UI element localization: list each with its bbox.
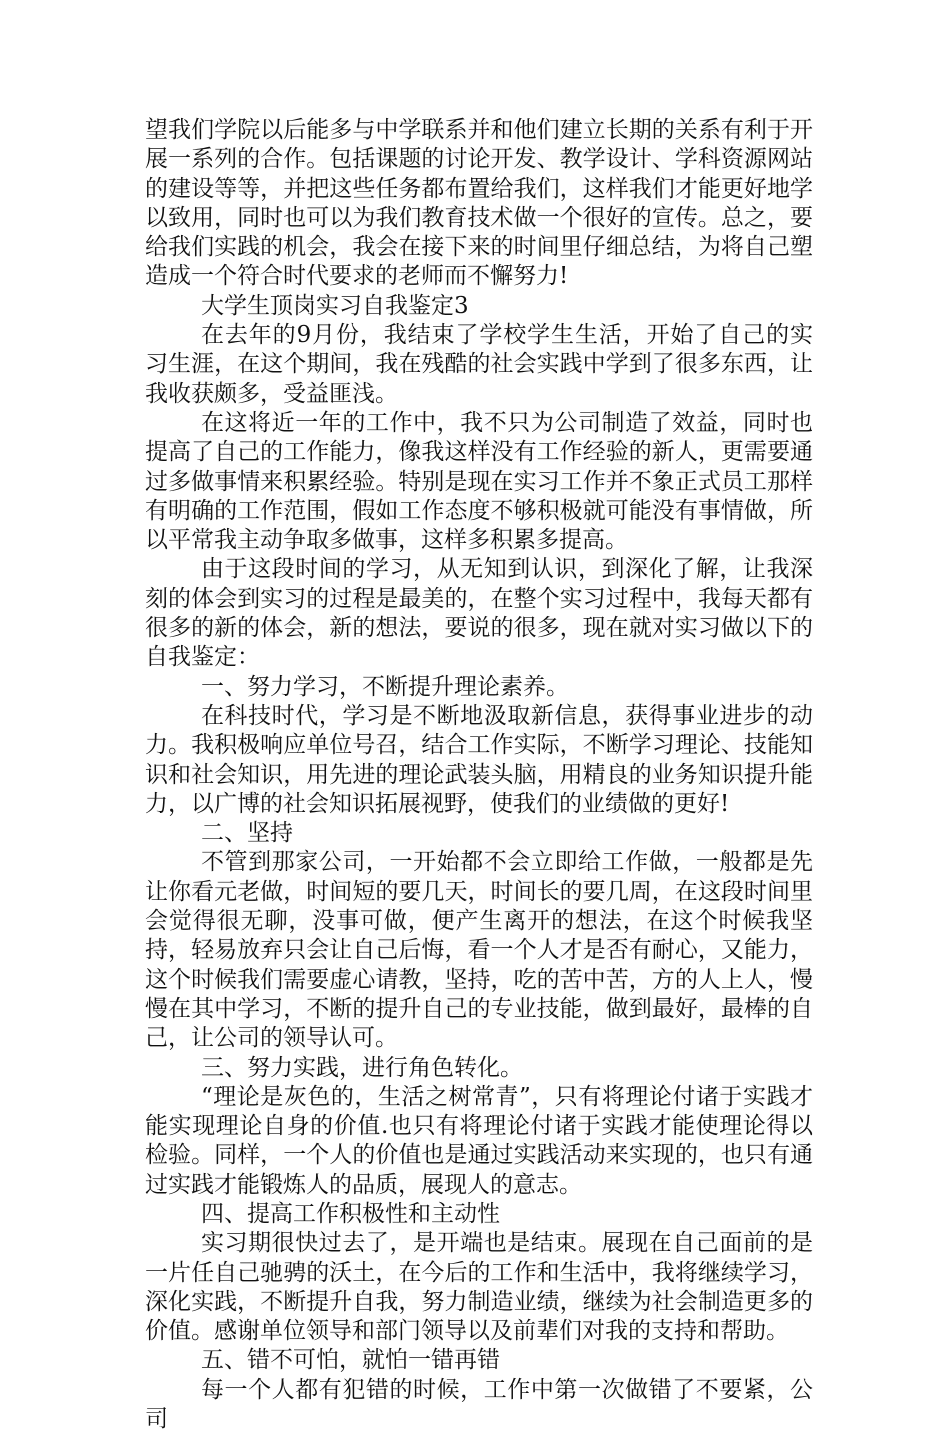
paragraph-continuation: 望我们学院以后能多与中学联系并和他们建立长期的关系有利于开展一系列的合作。包括课题的讨论开发、教学设计、学科资源网站的建设等等，并把这些任务都布置给我们，这样我们才能更好地学以致用，同时也可以为我们教育技术做一个很好的宣传。总之，要给我们实践的机会，我会在接下来的时间里仔细总结，为将自己塑造成一个符合时代要求的老师而不懈努力!	[145, 117, 813, 290]
paragraph: 实习期很快过去了，是开端也是结束。展现在自己面前的是一片任自己驰骋的沃土，在今后的工作和生活中，我将继续学习，深化实践，不断提升自我，努力制造业绩，继续为社会制造更多的价值。感谢单位领导和部门领导以及前辈们对我的支持和帮助。	[145, 1230, 813, 1345]
paragraph: 不管到那家公司，一开始都不会立即给工作做，一般都是先让你看元老做，时间短的要几天，时间长的要几周，在这段时间里会觉得很无聊，没事可做，便产生离开的想法，在这个时候我坚持，轻易放弃只会让自己后悔，看一个人才是否有耐心，又能力，这个时候我们需要虚心请教，坚持，吃的苦中苦，方的人上人，慢慢在其中学习，不断的提升自己的专业技能，做到最好，最棒的自己，让公司的领导认可。	[145, 849, 813, 1052]
subheading: 二、坚持	[201, 820, 293, 847]
paragraph-truncated: 每一个人都有犯错的时候，工作中第一次做错了不要紧，公司	[145, 1376, 813, 1433]
subheading: 一、努力学习，不断提升理论素养。	[201, 673, 569, 700]
paragraph: 由于这段时间的学习，从无知到认识，到深化了解，让我深刻的体会到实习的过程是最美的，在整个实习过程中，我每天都有很多的新的体会，新的想法，要说的很多，现在就对实习做以下的自我鉴定：	[145, 556, 813, 671]
subheading: 三、努力实践，进行角色转化。	[201, 1054, 523, 1081]
paragraph: “理论是灰色的，生活之树常青”，只有将理论付诸于实践才能实现理论自身的价值.也只有将理论付诸于实践才能使理论得以检验。同样，一个人的价值也是通过实践活动来实现的，也只有通过实践才能锻炼人的品质，展现人的意志。	[145, 1083, 813, 1198]
paragraph: 在这将近一年的工作中，我不只为公司制造了效益，同时也提高了自己的工作能力，像我这样没有工作经验的新人，更需要通过多做事情来积累经验。特别是现在实习工作并不象正式员工那样有明确的工作范围，假如工作态度不够积极就可能没有事情做，所以平常我主动争取多做事，这样多积累多提高。	[145, 409, 813, 554]
subheading: 四、提高工作积极性和主动性	[201, 1200, 500, 1227]
section-title: 大学生顶岗实习自我鉴定3	[201, 292, 469, 319]
subheading: 五、错不可怕，就怕一错再错	[201, 1347, 500, 1374]
document-page	[145, 116, 813, 1434]
paragraph: 在科技时代，学习是不断地汲取新信息，获得事业进步的动力。我积极响应单位号召，结合工作实际，不断学习理论、技能知识和社会知识，用先进的理论武装头脑，用精良的业务知识提升能力，以广博的社会知识拓展视野，使我们的业绩做的更好!	[145, 702, 813, 817]
paragraph: 在去年的9月份，我结束了学校学生生活，开始了自己的实习生涯，在这个期间，我在残酷的社会实践中学到了很多东西，让我收获颇多，受益匪浅。	[145, 322, 813, 407]
